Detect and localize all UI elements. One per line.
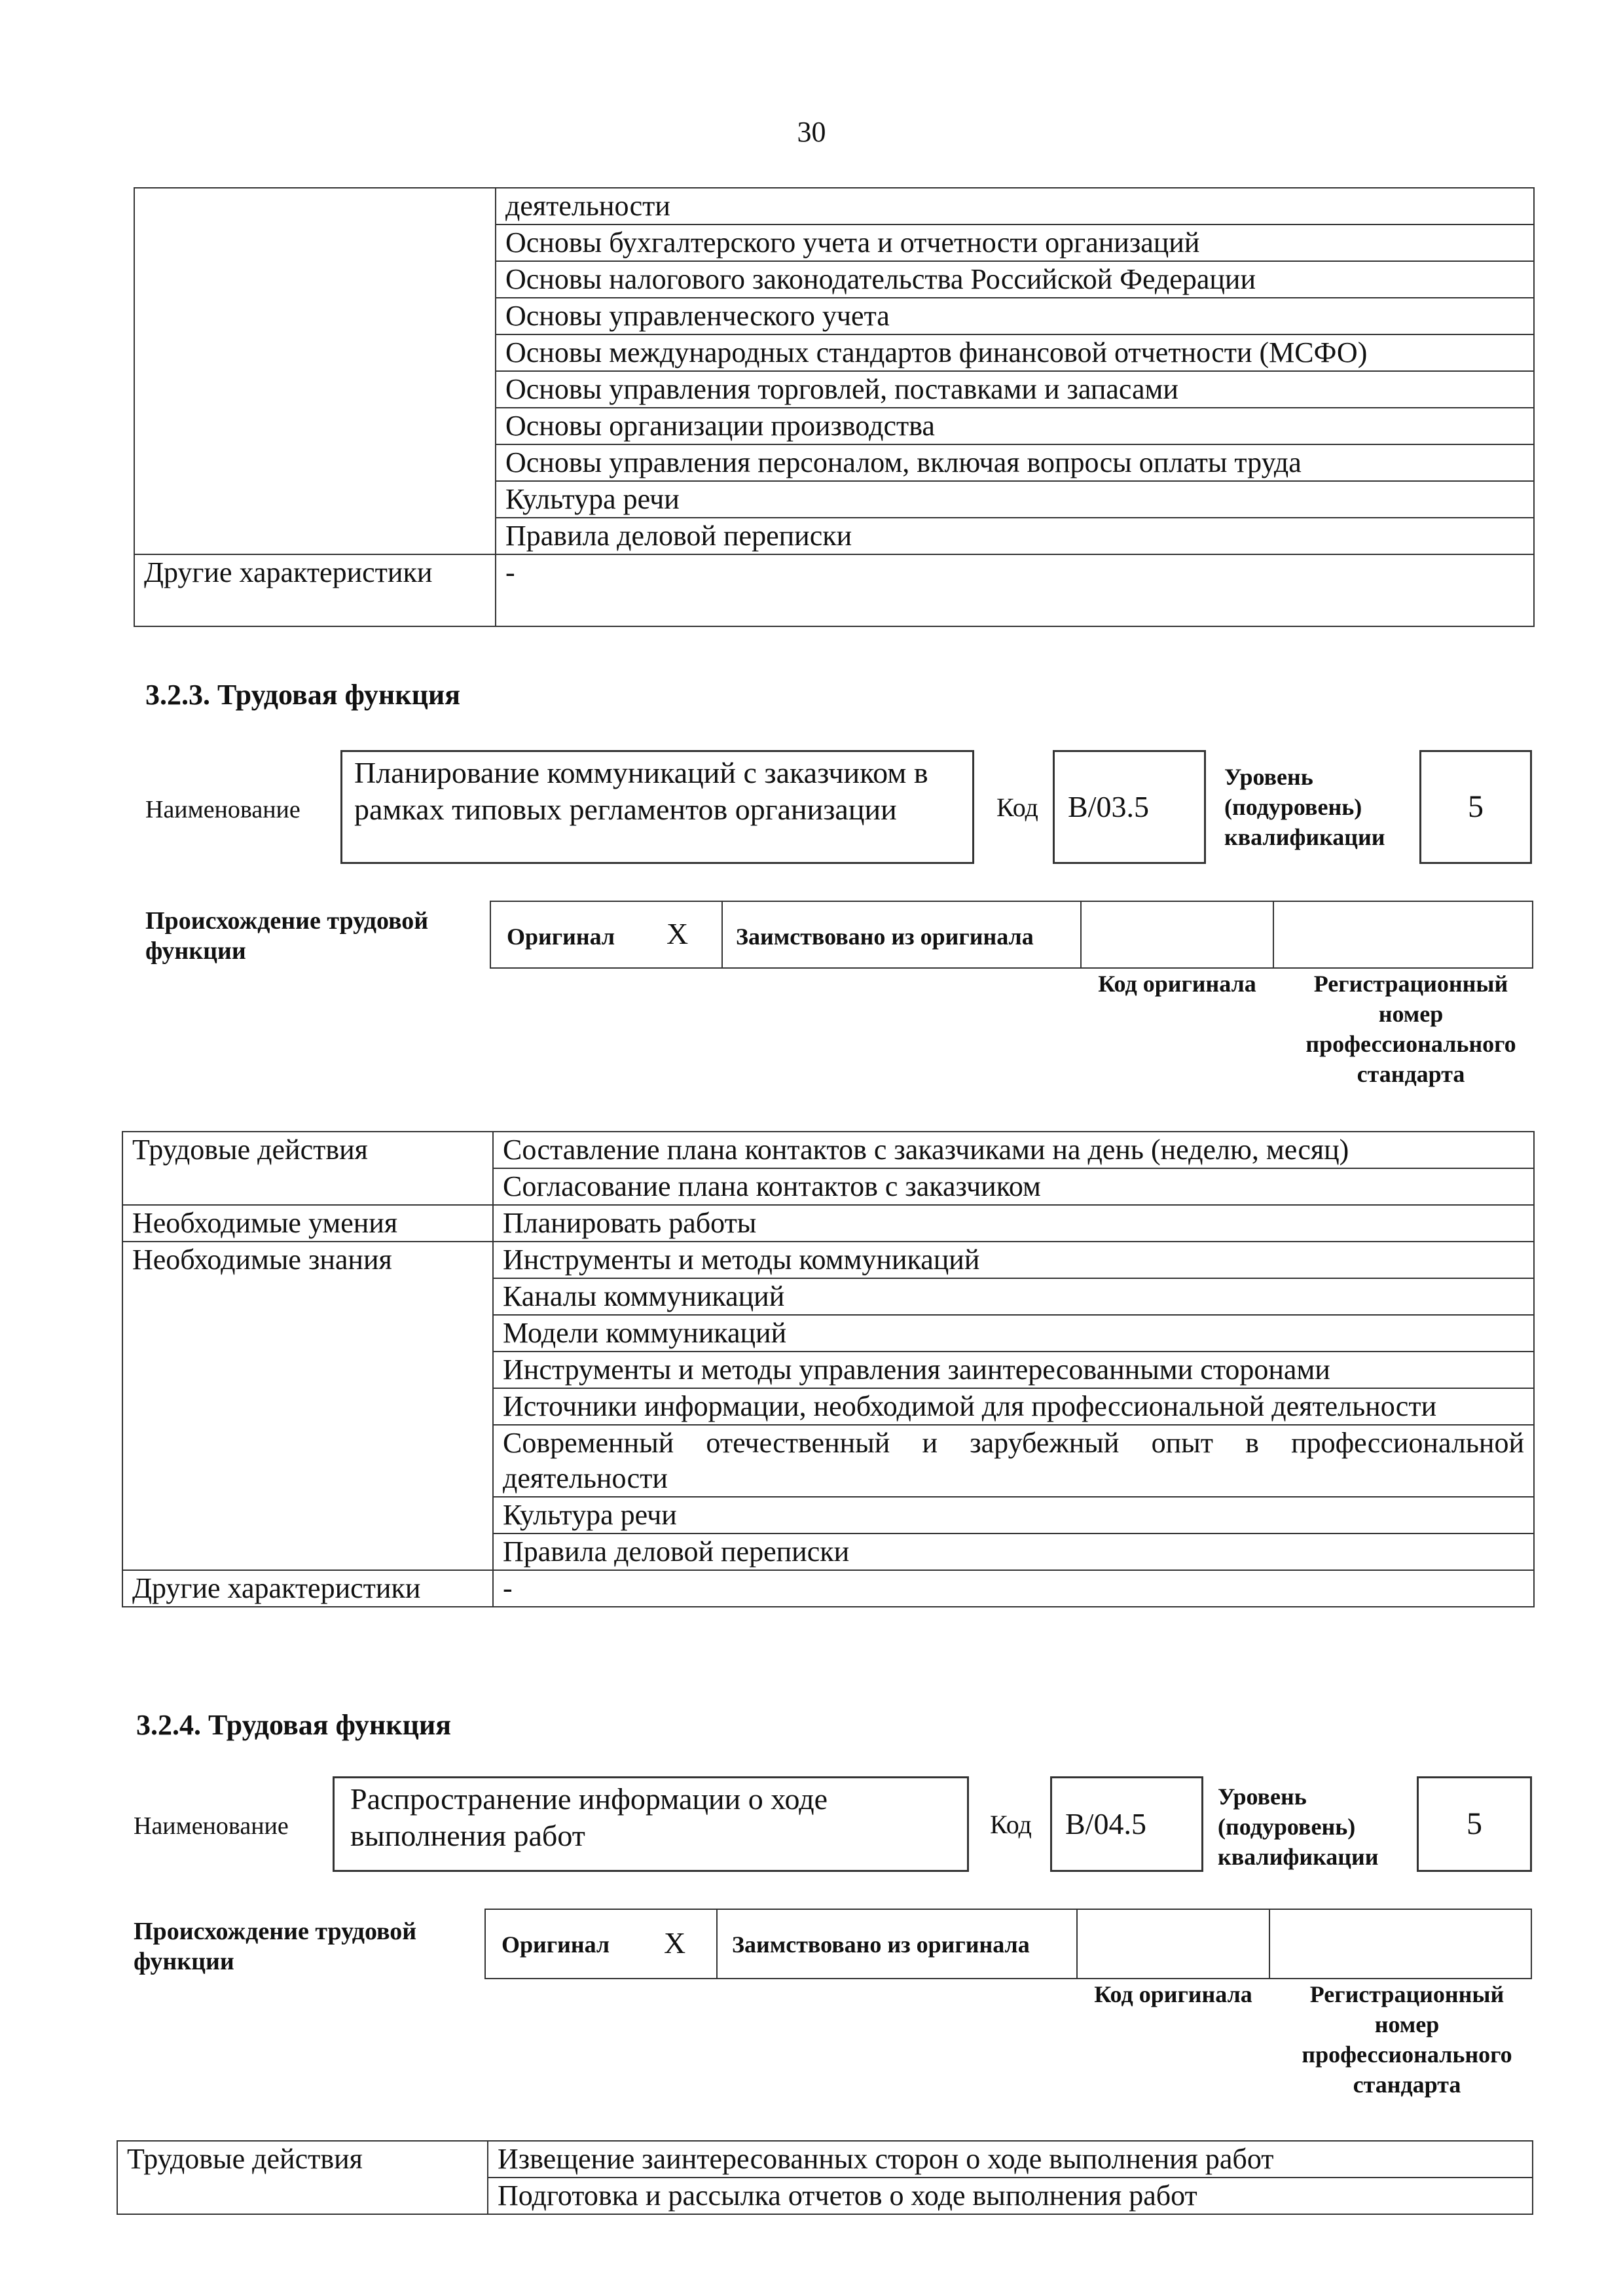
knowledge-item: Каналы коммуникаций (493, 1278, 1534, 1315)
knowledge-item: Источники информации, необходимой для профессиональной деятельности (493, 1388, 1534, 1425)
qualification-level-label: Уровень (подуровень) квалификации (1224, 764, 1385, 850)
qualification-level-box: 5 (1417, 1776, 1532, 1872)
code-original-label: Код оригинала (1098, 971, 1256, 997)
name-label: Наименование (145, 796, 301, 823)
origin-row (484, 1909, 1532, 1979)
other-characteristics-label: Другие характеристики (134, 554, 496, 626)
divider (1080, 902, 1082, 967)
section-heading: 3.2.4. Трудовая функция (136, 1709, 452, 1741)
divider (716, 1910, 718, 1978)
knowledge-item: Модели коммуникаций (493, 1315, 1534, 1352)
knowledge-item: Основы управления торговлей, поставками и запасами (496, 371, 1534, 408)
divider (721, 902, 723, 967)
function-name-box: Распространение информации о ходе выполнения работ (333, 1776, 969, 1872)
code-label: Код (990, 1810, 1032, 1839)
code-value-box: B/03.5 (1053, 750, 1206, 864)
knowledge-item: Основы управления персоналом, включая вопросы оплаты труда (496, 444, 1534, 481)
knowledge-item: Культура речи (496, 481, 1534, 518)
qualification-level-box: 5 (1419, 750, 1532, 864)
function-details-table (122, 1131, 1535, 1607)
action-item: Согласование плана контактов с заказчиком (493, 1168, 1534, 1205)
original-label: Оригинал (507, 924, 615, 950)
knowledge-item: Основы управленческого учета (496, 298, 1534, 334)
top-knowledge-table (134, 187, 1535, 627)
function-name-box: Планирование коммуникаций с заказчиком в рамках типовых регламентов организации (340, 750, 974, 864)
origin-label: Происхождение трудовой функции (145, 907, 429, 965)
divider (1076, 1910, 1078, 1978)
knowledge-item: Правила деловой переписки (493, 1534, 1534, 1570)
original-label: Оригинал (501, 1931, 610, 1958)
action-item: Извещение заинтересованных сторон о ходе выполнения работ (488, 2141, 1533, 2178)
knowledge-item: Правила деловой переписки (496, 518, 1534, 554)
function-details-table (117, 2140, 1533, 2215)
original-mark: X (666, 917, 689, 950)
actions-label: Трудовые действия (117, 2141, 488, 2214)
knowledge-item: Современный отечественный и зарубежный опыт в профессиональной деятельности (493, 1425, 1534, 1497)
knowledge-item: Основы налогового законодательства Российской Федерации (496, 261, 1534, 298)
skills-label: Необходимые умения (122, 1205, 493, 1242)
other-characteristics-label: Другие характеристики (122, 1570, 493, 1607)
divider (1269, 1910, 1270, 1978)
action-item: Подготовка и рассылка отчетов о ходе выполнения работ (488, 2178, 1533, 2214)
code-original-label: Код оригинала (1094, 1981, 1252, 2007)
knowledge-item: Культура речи (493, 1497, 1534, 1534)
section-heading: 3.2.3. Трудовая функция (145, 679, 461, 711)
skill-item: Планировать работы (493, 1205, 1534, 1242)
borrowed-label: Заимствовано из оригинала (736, 924, 1034, 950)
divider (1273, 902, 1274, 967)
reg-number-label: Регистрационный номер профессионального стандарта (1302, 1981, 1512, 2098)
other-characteristics-value: - (496, 554, 1534, 626)
knowledge-item: Инструменты и методы управления заинтересованными сторонами (493, 1352, 1534, 1388)
qualification-level-label: Уровень (подуровень) квалификации (1218, 1784, 1379, 1870)
page-number: 30 (797, 116, 826, 148)
empty-label-cell (134, 188, 496, 554)
knowledge-item: Основы бухгалтерского учета и отчетности организаций (496, 224, 1534, 261)
origin-row (490, 901, 1533, 969)
origin-label: Происхождение трудовой функции (134, 1918, 417, 1975)
knowledge-item: Инструменты и методы коммуникаций (493, 1242, 1534, 1278)
borrowed-label: Заимствовано из оригинала (732, 1931, 1030, 1958)
knowledge-item: деятельности (496, 188, 1534, 224)
knowledge-item: Основы международных стандартов финансовой отчетности (МСФО) (496, 334, 1534, 371)
other-characteristics-value: - (493, 1570, 1534, 1607)
code-value-box: B/04.5 (1050, 1776, 1203, 1872)
action-item: Составление плана контактов с заказчиками на день (неделю, месяц) (493, 1132, 1534, 1168)
name-label: Наименование (134, 1812, 289, 1840)
actions-label: Трудовые действия (122, 1132, 493, 1205)
code-label: Код (996, 793, 1038, 822)
knowledge-item: Основы организации производства (496, 408, 1534, 444)
original-mark: X (664, 1926, 686, 1960)
reg-number-label: Регистрационный номер профессионального стандарта (1305, 971, 1516, 1087)
knowledge-label: Необходимые знания (122, 1242, 493, 1570)
